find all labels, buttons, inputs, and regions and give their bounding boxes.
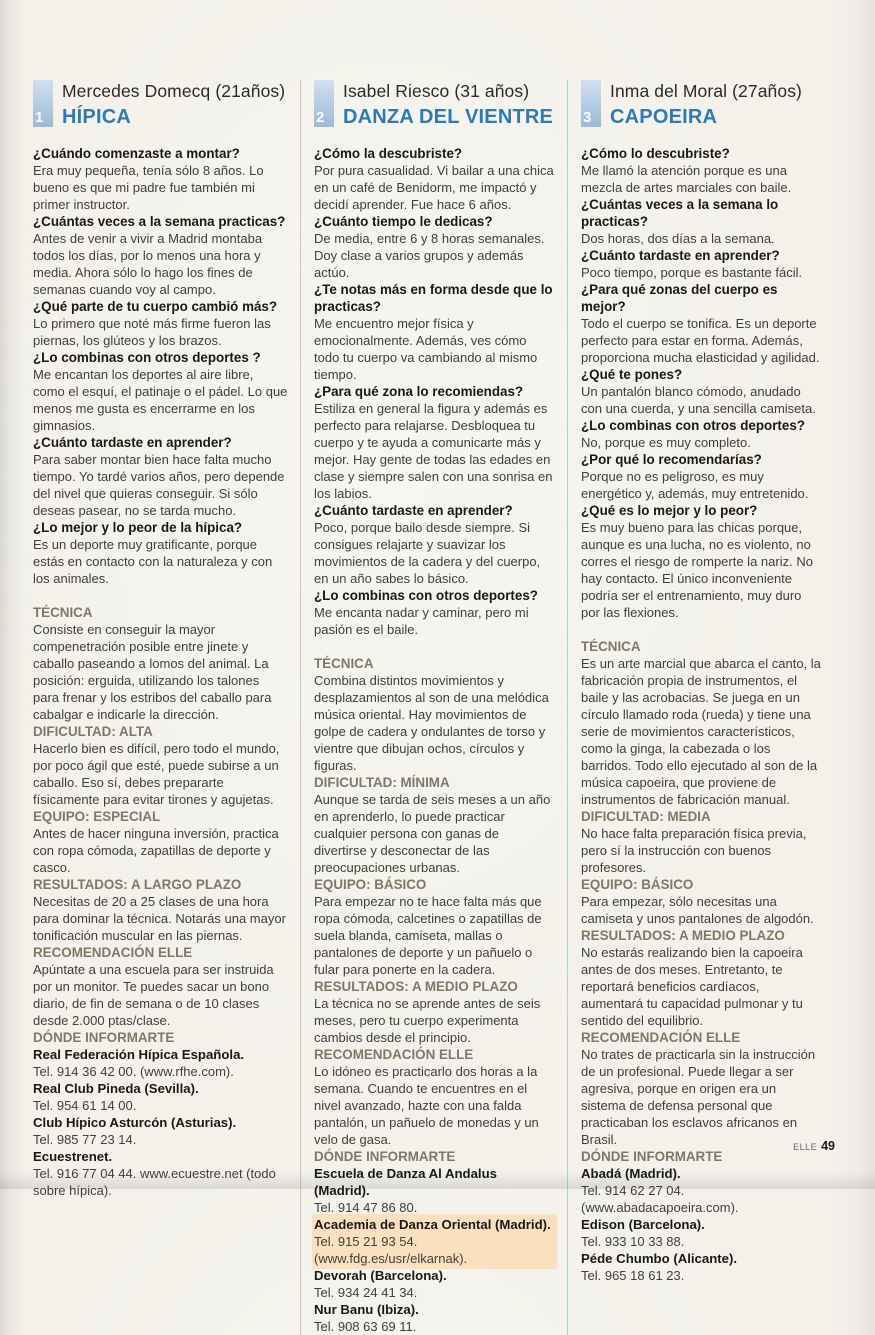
directory-entry xyxy=(33,1148,288,1199)
qa-item xyxy=(581,417,822,451)
section-heading: RESULTADOS: A LARGO PLAZO xyxy=(33,877,242,892)
directory-entry xyxy=(581,1165,822,1216)
qa-item xyxy=(33,519,288,587)
question: ¿Cómo la descubriste? xyxy=(314,146,463,161)
directory-entry-name: Escuela de Danza Al Andalus (Madrid). xyxy=(314,1166,497,1198)
question: ¿Cuánto tardaste en aprender? xyxy=(314,503,513,518)
question: ¿Qué te pones? xyxy=(581,367,683,382)
info-section xyxy=(581,927,822,1029)
section-heading: EQUIPO: BÁSICO xyxy=(581,877,694,892)
answer: Antes de venir a vivir a Madrid montaba todos los días, por lo menos una hora y media. Ahora sólo lo hago los fines de semanas cuando voy al campo. xyxy=(33,231,263,297)
page-footer xyxy=(793,1139,835,1153)
directory-entry-name: Nur Banu (Ibiza). xyxy=(314,1302,419,1317)
info-section xyxy=(581,1029,822,1148)
answer: Poco, porque bailo desde siempre. Si consigues relajarte y suavizar los movimientos de la cadera y del cuerpo, en un año sabes lo básico. xyxy=(314,520,541,586)
directory-entry-contact: Tel. 915 21 93 54. (www.fdg.es/usr/elkarnak). xyxy=(314,1233,555,1267)
question: ¿Lo mejor y lo peor de la hípica? xyxy=(33,520,243,535)
directory-header: DÓNDE INFORMARTE xyxy=(581,1149,723,1164)
column-number: 2 xyxy=(316,109,325,126)
section-heading: RESULTADOS: A MEDIO PLAZO xyxy=(314,979,518,994)
answer: Era muy pequeña, tenía sólo 8 años. Lo bueno es que mi padre fue también mi primer instructor. xyxy=(33,163,264,212)
person-name: Isabel Riesco (31 años) xyxy=(343,81,530,101)
answer: Me llamó la atención porque es una mezcla de artes marciales con baile. xyxy=(581,163,792,195)
section-heading: DIFICULTAD: ALTA xyxy=(33,724,153,739)
question: ¿Cuánto tardaste en aprender? xyxy=(581,248,780,263)
column-header-text xyxy=(62,80,285,129)
directory-entry xyxy=(33,1080,288,1114)
directory-entry-name: Academia de Danza Oriental (Madrid). xyxy=(314,1216,555,1233)
qa-item xyxy=(314,502,555,587)
qa-item xyxy=(33,434,288,519)
article-column xyxy=(33,80,300,1335)
section-body: No estarás realizando bien la capoeira antes de dos meses. Entretanto, te reportará beneficios cardíacos, aumentará tu capacidad pulmonar y tu sentido del equilibrio. xyxy=(581,945,803,1028)
answer: Me encuentro mejor física y emocionalmente. Además, ves cómo todo tu cuerpo va cambiando al mismo tiempo. xyxy=(314,316,538,382)
column-title: CAPOEIRA xyxy=(610,106,718,128)
section-body: Lo idóneo es practicarlo dos horas a la semana. Cuando te encuentres en el nivel avanzado, hazte con una falda pantalón, un pañuelo de monedas y un velo de gasa. xyxy=(314,1064,539,1147)
qa-list xyxy=(581,145,822,621)
directory-entry xyxy=(314,1267,555,1301)
section-body: Aunque se tarda de seis meses a un año en aprenderlo, lo puede practicar cualquier persona con ganas de divertirse y desconectar de las preocupaciones urbanas. xyxy=(314,792,551,875)
qa-item xyxy=(581,451,822,502)
column-title: DANZA DEL VIENTRE xyxy=(343,106,554,128)
qa-item xyxy=(314,213,555,281)
directory-entry-contact: Tel. 914 62 27 04. (www.abadacapoeira.com). xyxy=(581,1183,739,1215)
info-sections xyxy=(314,655,555,1335)
directory-entry-contact: Tel. 908 63 69 11. xyxy=(314,1319,417,1334)
directory-header: DÓNDE INFORMARTE xyxy=(33,1030,175,1045)
qa-item xyxy=(314,383,555,502)
section-heading: EQUIPO: ESPECIAL xyxy=(33,809,161,824)
question: ¿Te notas más en forma desde que lo practicas? xyxy=(314,282,553,314)
qa-item xyxy=(581,366,822,417)
info-section xyxy=(581,876,822,927)
answer: De media, entre 6 y 8 horas semanales. Doy clase a varios grupos y además actúo. xyxy=(314,231,545,280)
column-number-badge xyxy=(581,80,601,127)
column-number-badge xyxy=(33,80,53,127)
info-sections xyxy=(33,604,288,1199)
directory-entry-name: Péde Chumbo (Alicante). xyxy=(581,1251,738,1266)
section-heading: RESULTADOS: A MEDIO PLAZO xyxy=(581,928,785,943)
directory-entry-name: Real Federación Hípica Española. xyxy=(33,1047,245,1062)
section-heading: DIFICULTAD: MÍNIMA xyxy=(314,775,450,790)
qa-item xyxy=(33,298,288,349)
directory-entry-contact: Tel. 965 18 61 23. xyxy=(581,1268,685,1283)
directory-entry xyxy=(33,1114,288,1148)
qa-item xyxy=(33,145,288,213)
section-heading: EQUIPO: BÁSICO xyxy=(314,877,427,892)
column-number: 1 xyxy=(35,109,44,126)
qa-item xyxy=(581,196,822,247)
section-body: Combina distintos movimientos y desplazamientos al son de una melódica música oriental. Hay movimientos de golpe de cadera y ondulantes de torso y vientre que dibujan ochos, círculos y figuras. xyxy=(314,673,549,773)
columns-container xyxy=(33,80,834,1335)
section-body: No hace falta preparación física previa, pero sí la instrucción con buenos profesores. xyxy=(581,826,807,875)
directory-entry xyxy=(33,1046,288,1080)
answer: Dos horas, dos días a la semana. xyxy=(581,231,775,246)
section-heading: DIFICULTAD: MEDIA xyxy=(581,809,711,824)
answer: Un pantalón blanco cómodo, anudado con una cuerda, y una sencilla camiseta. xyxy=(581,384,816,416)
column-title: HÍPICA xyxy=(62,106,131,128)
qa-item xyxy=(314,145,555,213)
column-header xyxy=(314,80,555,129)
answer: Me encantan los deportes al aire libre, como el esquí, el patinaje o el pádel. Lo que menos me gusta es encerrarme en los gimnasios. xyxy=(33,367,288,433)
qa-item xyxy=(314,587,555,638)
section-body: Para empezar no te hace falta más que ropa cómoda, calcetines o zapatillas de suela blanda, camiseta, mallas o pantalones de deporte y un pañuelo o fular para ponerte en la cadera. xyxy=(314,894,542,977)
info-section xyxy=(314,1046,555,1148)
qa-item xyxy=(314,281,555,383)
answer: Me encanta nadar y caminar, pero mi pasión es el baile. xyxy=(314,605,529,637)
qa-item xyxy=(581,281,822,366)
directory-list xyxy=(314,1165,555,1335)
info-section xyxy=(314,655,555,774)
info-section xyxy=(33,808,288,876)
directory-entry-name: Edison (Barcelona). xyxy=(581,1217,705,1232)
question: ¿Cuántas veces a la semana practicas? xyxy=(33,214,286,229)
directory-entry xyxy=(314,1216,555,1267)
question: ¿Cuánto tiempo le dedicas? xyxy=(314,214,493,229)
answer: Porque no es peligroso, es muy energético y, además, muy entretenido. xyxy=(581,469,809,501)
qa-item xyxy=(581,145,822,196)
info-section xyxy=(33,944,288,1029)
footer-brand: ELLE xyxy=(793,1142,818,1152)
person-name: Inma del Moral (27años) xyxy=(610,81,802,101)
answer: Por pura casualidad. Vi bailar a una chica en un café de Benidorm, me impactó y decidí aprender. Fue hace 6 años. xyxy=(314,163,554,212)
answer: No, porque es muy completo. xyxy=(581,435,751,450)
column-header-text xyxy=(610,80,802,129)
section-heading: TÉCNICA xyxy=(33,605,93,620)
info-section xyxy=(314,978,555,1046)
directory-entry-contact: Tel. 985 77 23 14. xyxy=(33,1132,137,1147)
question: ¿Cómo lo descubriste? xyxy=(581,146,730,161)
section-body: Antes de hacer ninguna inversión, practica con ropa cómoda, zapatillas de deporte y casco. xyxy=(33,826,279,875)
column-header-text xyxy=(343,80,553,129)
directory-list xyxy=(581,1165,822,1284)
section-heading: RECOMENDACIÓN ELLE xyxy=(581,1030,741,1045)
answer: Es un deporte muy gratificante, porque estás en contacto con la naturaleza y con los animales. xyxy=(33,537,273,586)
question: ¿Cuándo comenzaste a montar? xyxy=(33,146,240,161)
answer: Lo primero que noté más firme fueron las piernas, los glúteos y los brazos. xyxy=(33,316,271,348)
section-body: Hacerlo bien es difícil, pero todo el mundo, por poco ágil que esté, puede subirse a un caballo. Eso sí, debes prepararte físicamente para evitar tirones y agujetas. xyxy=(33,741,280,807)
section-heading: RECOMENDACIÓN ELLE xyxy=(314,1047,474,1062)
answer: Para saber montar bien hace falta mucho tiempo. Yo tardé varios años, pero depende del nivel que quieras conseguir. Si sólo deseas pasear, no se tarda mucho. xyxy=(33,452,285,518)
qa-item xyxy=(581,502,822,621)
directory-entry-contact: Tel. 954 61 14 00. xyxy=(33,1098,137,1113)
qa-list xyxy=(314,145,555,638)
column-header xyxy=(33,80,288,129)
info-section xyxy=(314,876,555,978)
question: ¿Cuánto tardaste en aprender? xyxy=(33,435,232,450)
question: ¿Para qué zona lo recomiendas? xyxy=(314,384,524,399)
directory-entry-contact: Tel. 916 77 04 44. www.ecuestre.net (todo sobre hípica). xyxy=(33,1166,276,1198)
section-body: La técnica no se aprende antes de seis meses, pero tu cuerpo experimenta cambios desde el principio. xyxy=(314,996,541,1045)
info-section xyxy=(314,774,555,876)
qa-item xyxy=(33,349,288,434)
answer: Estiliza en general la figura y además es perfecto para relajarse. Desbloquea tu cuerpo y te ayuda a comunicarte más y mejor. Hay gente de todas las edades en clase y siempre salen con una sonrisa en los labios. xyxy=(314,401,553,501)
column-number: 3 xyxy=(583,109,592,126)
info-section xyxy=(581,638,822,808)
directory-entry-name: Devorah (Barcelona). xyxy=(314,1268,447,1283)
person-name: Mercedes Domecq (21años) xyxy=(62,81,286,101)
qa-list xyxy=(33,145,288,587)
directory-header: DÓNDE INFORMARTE xyxy=(314,1149,456,1164)
question: ¿Qué parte de tu cuerpo cambió más? xyxy=(33,299,278,314)
question: ¿Lo combinas con otros deportes ? xyxy=(33,350,261,365)
answer: Es muy bueno para las chicas porque, aunque es una lucha, no es violento, no corres el riesgo de romperte la nariz. No hay contacto. El único inconveniente podría ser el entrenamiento, muy duro por las flexiones. xyxy=(581,520,813,620)
info-section xyxy=(33,876,288,944)
directory-entry xyxy=(314,1301,555,1335)
question: ¿Para qué zonas del cuerpo es mejor? xyxy=(581,282,778,314)
info-sections xyxy=(581,638,822,1284)
directory-entry-name: Club Hípico Asturcón (Asturias). xyxy=(33,1115,237,1130)
directory-entry-contact: Tel. 934 24 41 34. xyxy=(314,1285,418,1300)
qa-item xyxy=(581,247,822,281)
question: ¿Lo combinas con otros deportes? xyxy=(581,418,805,433)
info-section xyxy=(33,723,288,808)
section-body: Consiste en conseguir la mayor compenetración posible entre jinete y caballo paseando a lomos del animal. La posición: erguida, utilizando los talones para frenar y los estribos del caballo para cabalgar e indicarle la dirección. xyxy=(33,622,272,722)
column-header xyxy=(581,80,822,129)
question: ¿Lo combinas con otros deportes? xyxy=(314,588,538,603)
directory-entry xyxy=(314,1165,555,1216)
section-body: Para empezar, sólo necesitas una camiseta y unos pantalones de algodón. xyxy=(581,894,814,926)
directory-entry-name: Ecuestrenet. xyxy=(33,1149,113,1164)
section-body: Es un arte marcial que abarca el canto, la fabricación propia de instrumentos, el baile y las acrobacias. Se juega en un círculo llamado roda (rueda) y tiene una serie de movimientos característicos, como la ginga, la cabezada o los barridos. Todo ello ejecutado al son de la música capoeira, que proviene de instrumentos de fabricación manual. xyxy=(581,656,821,807)
answer: Poco tiempo, porque es bastante fácil. xyxy=(581,265,803,280)
footer-page-number: 49 xyxy=(821,1139,835,1153)
article-column xyxy=(300,80,567,1335)
answer: Todo el cuerpo se tonifica. Es un deporte perfecto para estar en forma. Además, proporciona mucha elasticidad y agilidad. xyxy=(581,316,820,365)
directory-entry-name: Abadá (Madrid). xyxy=(581,1166,681,1181)
directory-entry-name: Real Club Pineda (Sevilla). xyxy=(33,1081,199,1096)
column-number-badge xyxy=(314,80,334,127)
directory-entry-contact: Tel. 914 47 86 80. xyxy=(314,1200,418,1215)
section-heading: TÉCNICA xyxy=(581,639,641,654)
section-body: Apúntate a una escuela para ser instruida por un monitor. Te puedes sacar un bono diario, de fin de semana o de 10 clases desde 2.000 ptas/clase. xyxy=(33,962,274,1028)
directory-entry xyxy=(581,1250,822,1284)
section-heading: TÉCNICA xyxy=(314,656,374,671)
section-body: No trates de practicarla sin la instrucción de un profesional. Puede llegar a ser agresiva, porque en origen era un sistema de defensa personal que practicaban los esclavos africanos en Brasil. xyxy=(581,1047,816,1147)
question: ¿Qué es lo mejor y lo peor? xyxy=(581,503,758,518)
directory-list xyxy=(33,1046,288,1199)
info-section xyxy=(33,604,288,723)
qa-item xyxy=(33,213,288,298)
directory-entry xyxy=(581,1216,822,1250)
section-heading: RECOMENDACIÓN ELLE xyxy=(33,945,193,960)
question: ¿Por qué lo recomendarías? xyxy=(581,452,762,467)
section-body: Necesitas de 20 a 25 clases de una hora para dominar la técnica. Notarás una mayor tonificación muscular en las piernas. xyxy=(33,894,286,943)
info-section xyxy=(581,808,822,876)
directory-entry-contact: Tel. 914 36 42 00. (www.rfhe.com). xyxy=(33,1064,234,1079)
question: ¿Cuántas veces a la semana lo practicas? xyxy=(581,197,779,229)
directory-entry-contact: Tel. 933 10 33 88. xyxy=(581,1234,685,1249)
